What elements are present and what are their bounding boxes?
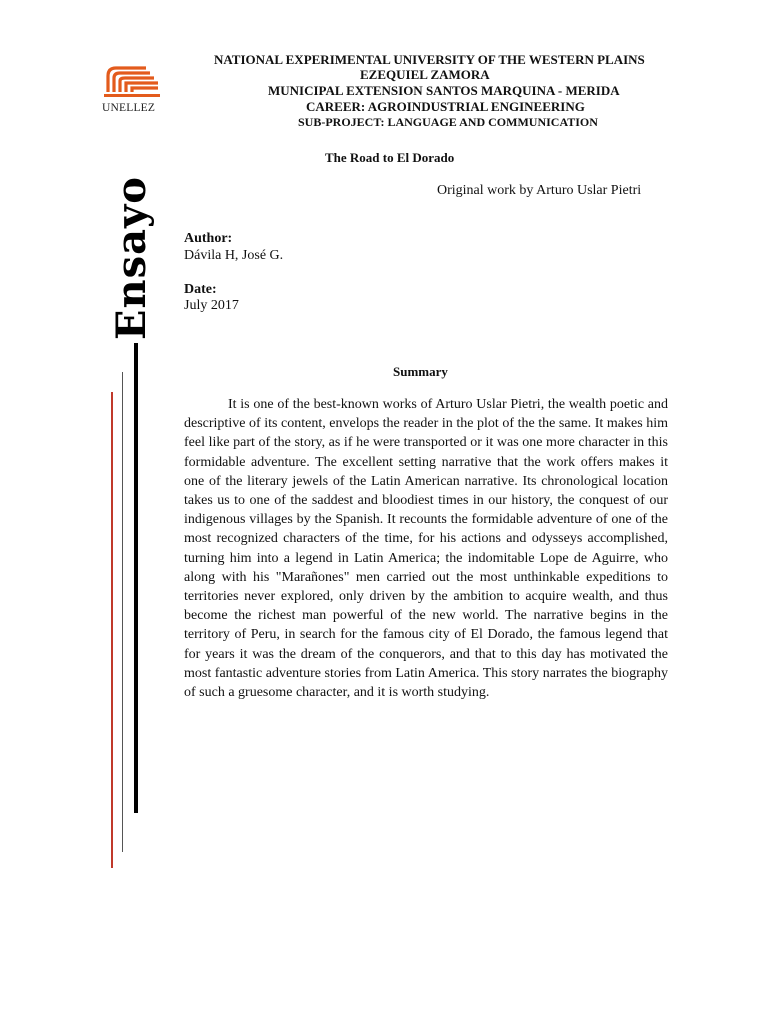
vertical-essay-word: Ensayo bbox=[108, 176, 155, 340]
header-university: NATIONAL EXPERIMENTAL UNIVERSITY OF THE WESTERN PLAINS bbox=[214, 52, 645, 67]
vertical-red-rule bbox=[111, 392, 113, 868]
header-university-name: EZEQUIEL ZAMORA bbox=[360, 67, 490, 82]
logo-text: UNELLEZ bbox=[102, 102, 156, 114]
header-subproject: SUB-PROJECT: LANGUAGE AND COMMUNICATION bbox=[298, 115, 598, 129]
vertical-black-rule bbox=[134, 343, 138, 813]
unellez-logo bbox=[100, 58, 174, 120]
date-value: July 2017 bbox=[184, 298, 239, 313]
original-work-credit: Original work by Arturo Uslar Pietri bbox=[437, 183, 642, 198]
summary-paragraph: It is one of the best-known works of Arturo Uslar Pietri, the wealth poetic and descriptive of its content, envelops the reader in the plot of the the same. It makes him feel like part of the story, as if he were transported or it was one more character in this formidable adventure. The excellent setting narrative that the work offers makes it one of the literary jewels of the Latin American narrative. Its chronological location takes us to one of the saddest and bloodiest times in our history, the conquest of our indigenous villages by the Spanish. It recounts the formidable adventure of one of the most recognized characters of the time, for his actions and odysseys accomplished, turning him into a legend in Latin America; the indomitable Lope de Aguirre, who along with his "Marañones" men carried out the most unthinkable expeditions to territories never explored, only driven by the ambition to acquire wealth, and thus become the richest man powerful of the new world. The narrative begins in the territory of Peru, in search for the famous city of El Dorado, the famous legend that for years it was the dream of the conquerors, and that to this day has motivated the most fantastic adventure stories from Latin America. This story narrates the biography of such a gruesome character, and it is worth studying. bbox=[184, 397, 668, 701]
vertical-gray-rule bbox=[122, 372, 123, 852]
author-name: Dávila H, José G. bbox=[184, 248, 284, 263]
document-title: The Road to El Dorado bbox=[325, 150, 455, 165]
summary-heading: Summary bbox=[393, 364, 448, 379]
unellez-logo-icon bbox=[100, 58, 162, 100]
date-label: Date: bbox=[184, 282, 217, 297]
header-career: CAREER: AGROINDUSTRIAL ENGINEERING bbox=[306, 99, 585, 114]
header-extension: MUNICIPAL EXTENSION SANTOS MARQUINA - MERIDA bbox=[268, 83, 620, 98]
author-label: Author: bbox=[184, 231, 233, 246]
